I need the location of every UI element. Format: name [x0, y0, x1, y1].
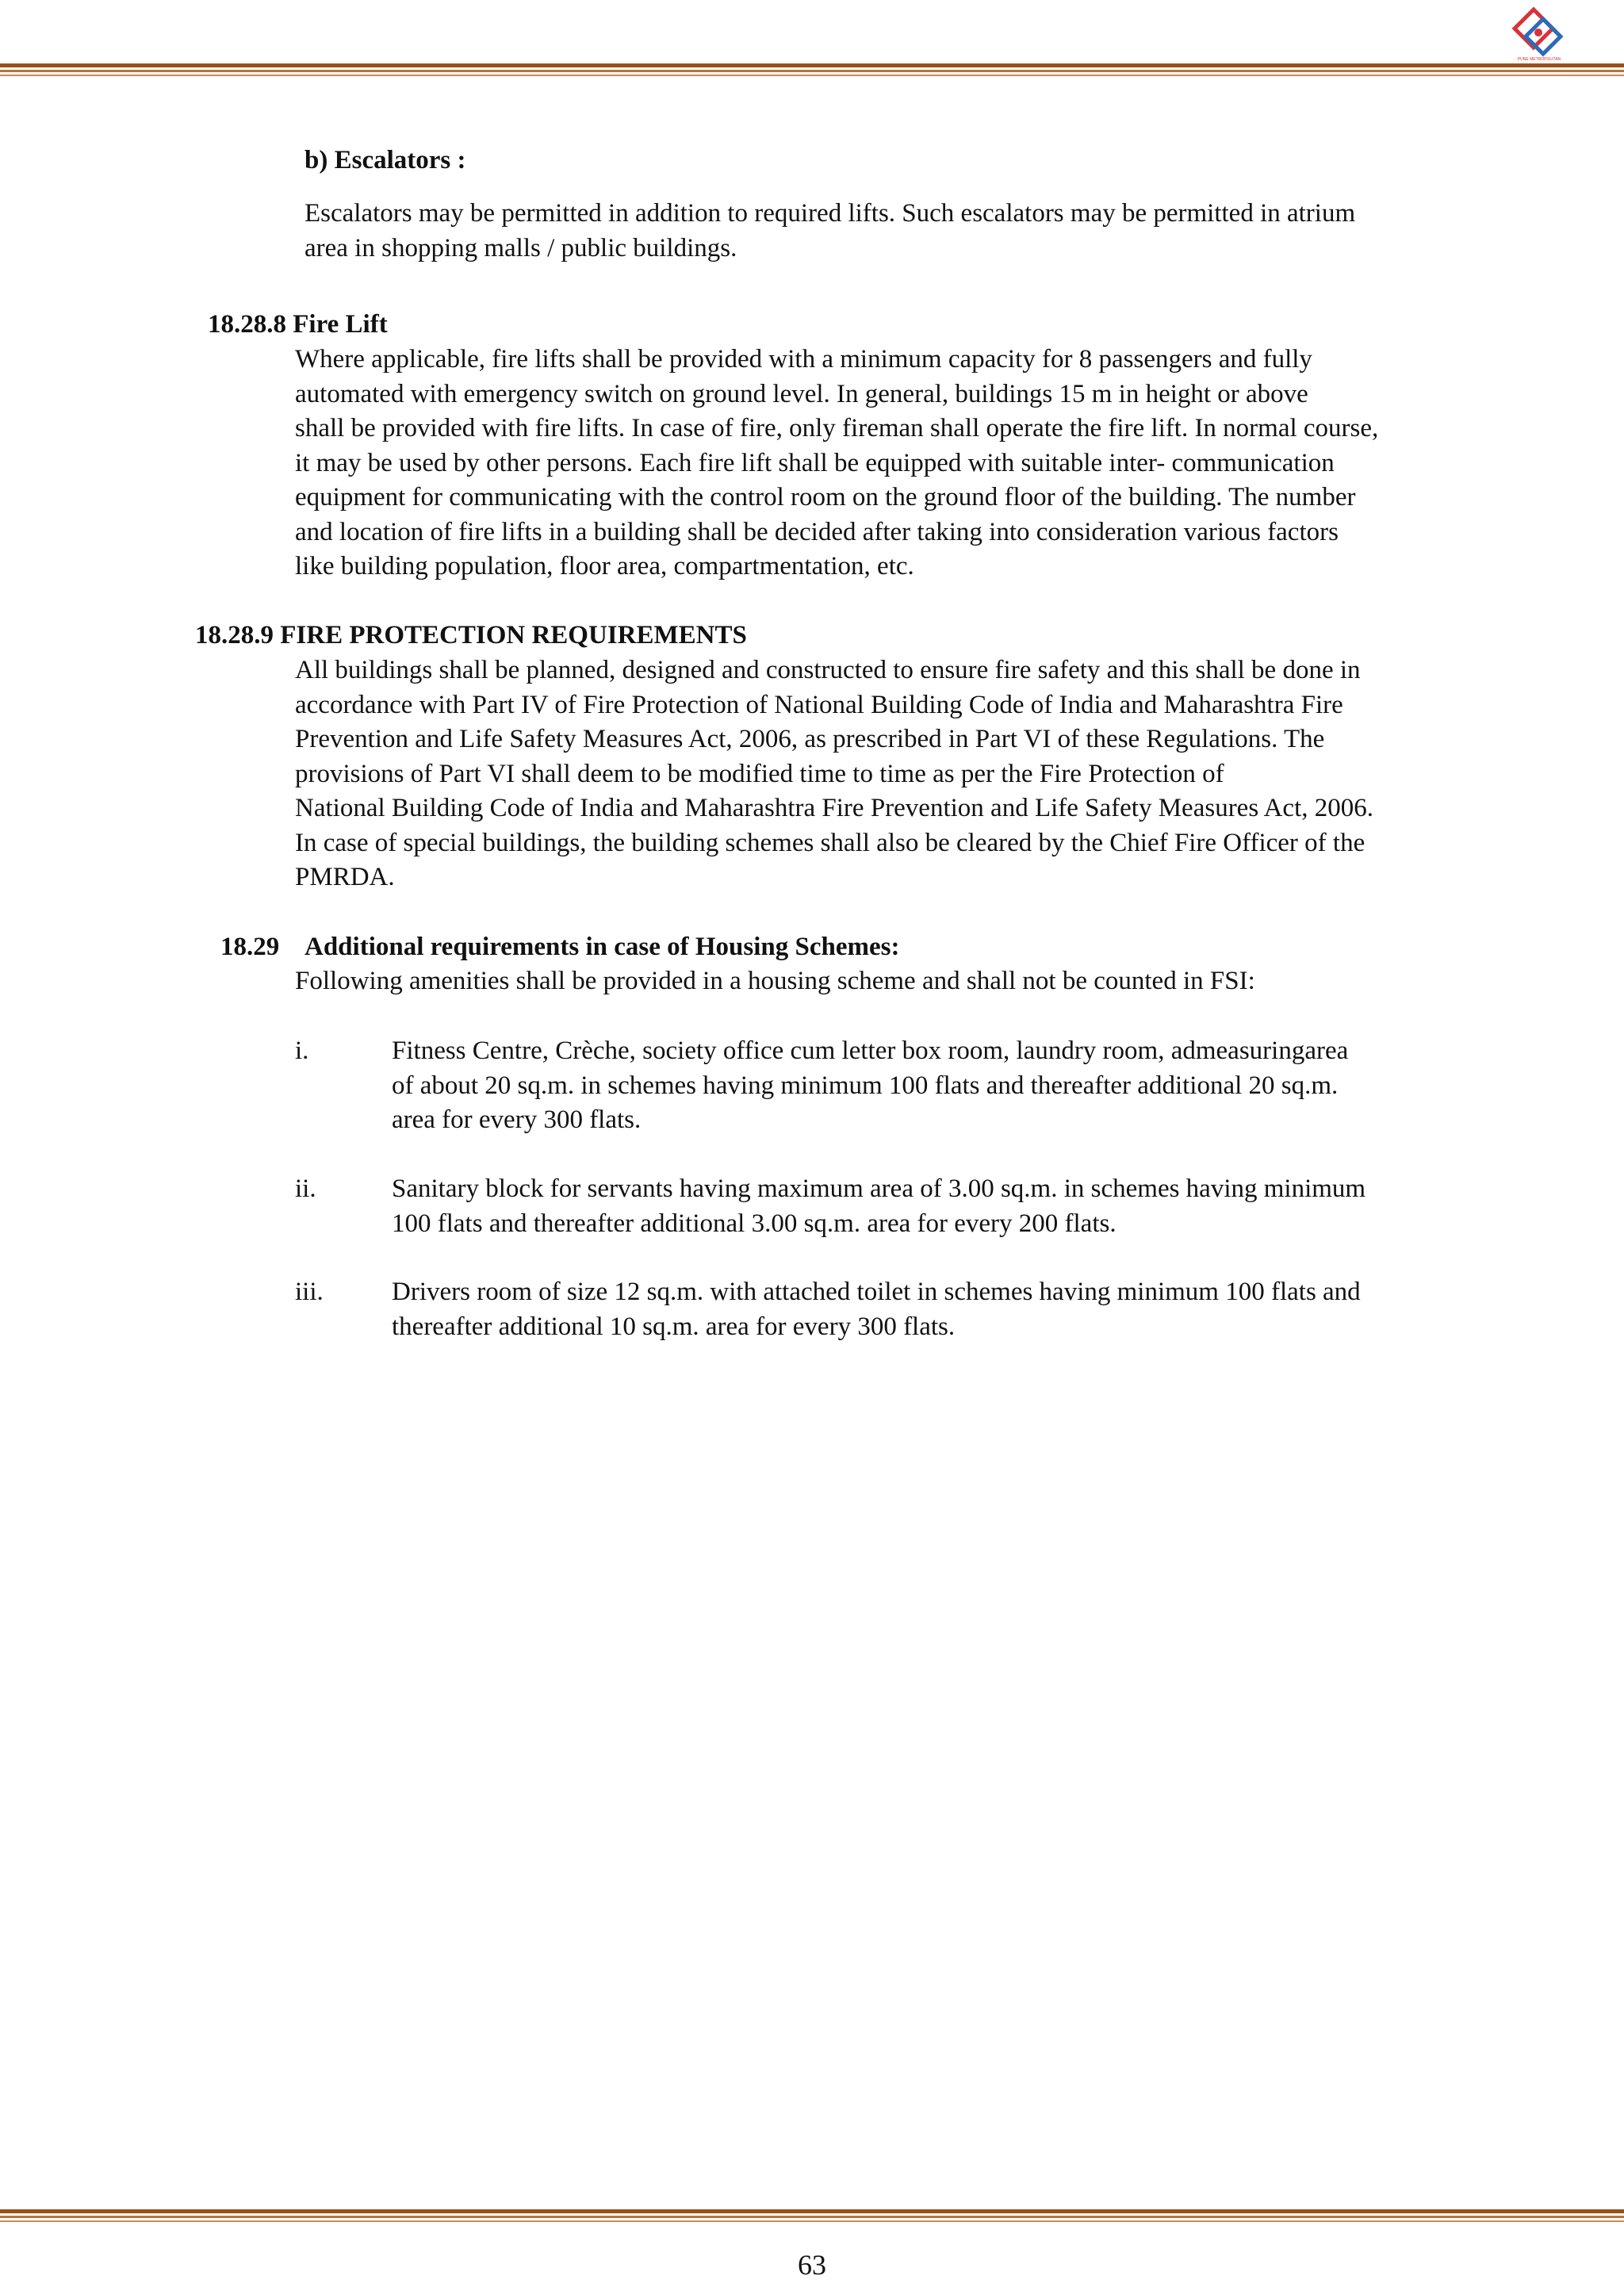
housing-heading-number: 18.29: [220, 933, 280, 961]
paragraph-line: shall be provided with fire lifts. In case of fire, only fireman shall operate the fire lift. In normal course,: [295, 414, 1379, 443]
escalators-paragraph: [304, 197, 1355, 266]
paragraph-line: Where applicable, fire lifts shall be provided with a minimum capacity for 8 passengers and fully: [295, 345, 1312, 374]
fire-lift-heading: 18.28.8 Fire Lift: [208, 310, 388, 339]
paragraph-line: Escalators may be permitted in addition to required lifts. Such escalators may be permitted in atrium: [304, 199, 1356, 228]
list-item-line: Fitness Centre, Crèche, society office cum letter box room, laundry room, admeasuringarea: [392, 1036, 1349, 1065]
escalators-heading: b) Escalators :: [304, 146, 466, 174]
pmrda-logo-icon: [1511, 6, 1567, 62]
list-item-line: area for every 300 flats.: [392, 1105, 642, 1134]
list-item-line: of about 20 sq.m. in schemes having minimum 100 flats and thereafter additional 20 sq.m.: [392, 1071, 1339, 1100]
paragraph-line: and location of fire lifts in a building shall be decided after taking into consideration various factors: [295, 517, 1339, 546]
paragraph-line: PMRDA.: [295, 863, 395, 891]
paragraph-line: Prevention and Life Safety Measures Act, 2006, as prescribed in Part VI of these Regulations. The: [295, 725, 1325, 753]
logo-text: PUNE METROPOLITAN: [1517, 57, 1561, 62]
paragraph-line: automated with emergency switch on ground level. In general, buildings 15 m in height or above: [295, 379, 1308, 408]
list-marker: iii.: [295, 1278, 324, 1306]
paragraph-line: like building population, floor area, compartmentation, etc.: [295, 552, 914, 580]
paragraph-line: In case of special buildings, the building schemes shall also be cleared by the Chief Fire Officer of the: [295, 828, 1365, 857]
paragraph-line: National Building Code of India and Maharashtra Fire Prevention and Life Safety Measures Act, 2006.: [295, 794, 1373, 822]
paragraph-line: equipment for communicating with the control room on the ground floor of the building. The number: [295, 483, 1356, 511]
page-number: 63: [798, 2249, 826, 2281]
paragraph-line: provisions of Part VI shall deem to be modified time to time as per the Fire Protection of: [295, 759, 1224, 788]
housing-intro: Following amenities shall be provided in a housing scheme and shall not be counted in FSI:: [295, 967, 1255, 995]
list-item-line: Sanitary block for servants having maximum area of 3.00 sq.m. in schemes having minimum: [392, 1174, 1366, 1203]
paragraph-line: area in shopping malls / public buildings.: [304, 233, 737, 262]
fire-protection-heading: 18.28.9 FIRE PROTECTION REQUIREMENTS: [195, 621, 747, 649]
paragraph-line: it may be used by other persons. Each fire lift shall be equipped with suitable inter- communication: [295, 448, 1335, 477]
paragraph-line: All buildings shall be planned, designed and constructed to ensure fire safety and this shall be done in: [295, 656, 1361, 684]
housing-heading: Additional requirements in case of Housing Schemes:: [304, 933, 900, 961]
list-marker: ii.: [295, 1174, 316, 1203]
header-rule: [0, 63, 1624, 81]
footer-rule: [0, 2209, 1624, 2227]
list-item-line: Drivers room of size 12 sq.m. with attached toilet in schemes having minimum 100 flats and: [392, 1278, 1361, 1306]
fire-lift-paragraph: [295, 343, 1378, 584]
list-marker: i.: [295, 1036, 309, 1065]
paragraph-line: accordance with Part IV of Fire Protection of National Building Code of India and Maharashtra Fire: [295, 690, 1343, 719]
list-item-line: thereafter additional 10 sq.m. area for every 300 flats.: [392, 1312, 956, 1341]
list-item: [392, 1172, 1365, 1241]
list-item-line: 100 flats and thereafter additional 3.00 sq.m. area for every 200 flats.: [392, 1209, 1116, 1238]
list-item: [392, 1034, 1348, 1138]
list-item: [392, 1275, 1361, 1344]
fire-protection-paragraph: [295, 653, 1373, 895]
